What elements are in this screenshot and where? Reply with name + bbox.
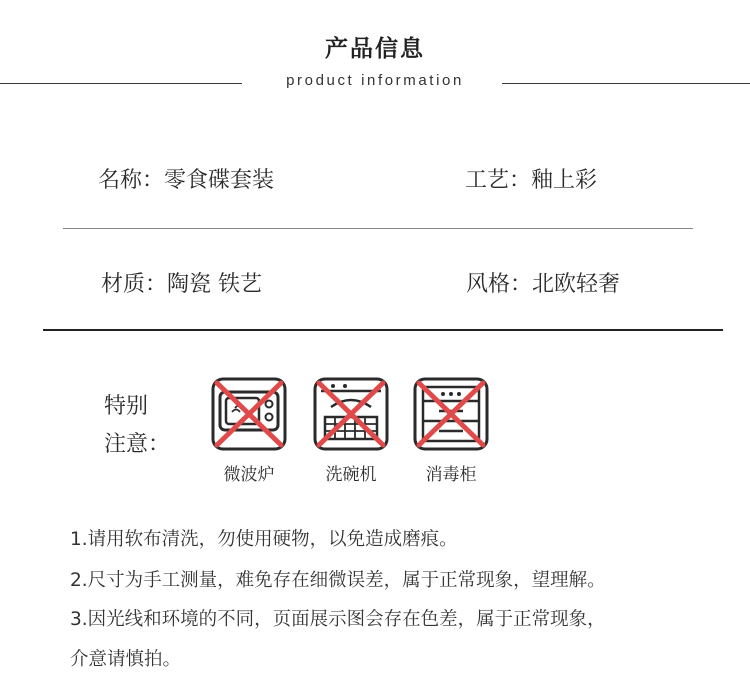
note-4: 介意请慎拍。 [70,649,182,670]
note-3: 3.因光线和环境的不同，页面展示图会存在色差，属于正常现象， [70,609,606,630]
info-craft: 工艺：釉上彩 [465,168,598,193]
microwave-icon [211,377,287,451]
section-divider [43,329,723,331]
note-2: 2.尺寸为手工测量，难免存在细微误差，属于正常现象，望理解。 [70,570,606,591]
page-title: 产品信息 [325,36,425,62]
dishwasher-label: 洗碗机 [325,465,377,485]
special-notice-label [104,388,170,464]
subtitle-text: product information [286,72,464,89]
microwave-item [211,377,287,451]
sterilizer-label: 消毒柜 [425,465,477,485]
special-notice-line1: 特别 [104,394,149,419]
sterilizer-cabinet-icon [413,377,489,451]
sterilizer-item [413,377,489,451]
microwave-label: 微波炉 [223,465,275,485]
info-divider [63,228,693,229]
dishwasher-item [313,377,389,451]
info-name: 名称：零食碟套装 [98,168,275,193]
info-material: 材质：陶瓷 铁艺 [101,272,262,297]
note-1: 1.请用软布清洗，勿使用硬物，以免造成磨痕。 [70,529,458,550]
subtitle-row [0,72,750,94]
subtitle-line-right [502,83,750,84]
info-style: 风格：北欧轻奢 [466,272,621,297]
special-notice-line2: 注意： [104,432,171,457]
dishwasher-icon [313,377,389,451]
